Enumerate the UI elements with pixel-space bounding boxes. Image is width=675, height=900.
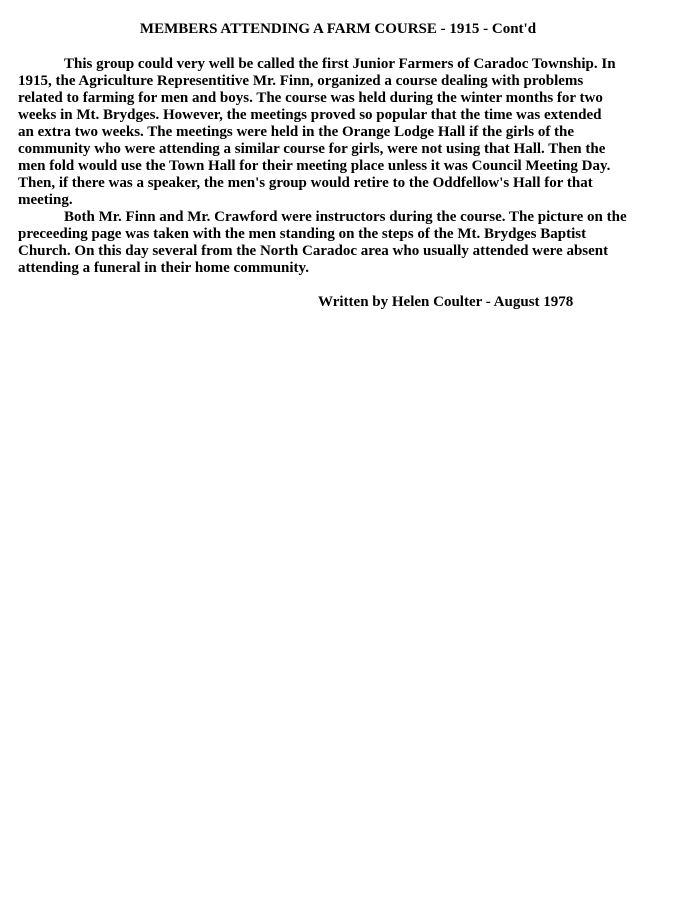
paragraph-1 bbox=[18, 56, 658, 209]
paragraph-line: preceeding page was taken with the men standing on the steps of the Mt. Brydges Baptist bbox=[18, 226, 587, 242]
signature-line: Written by Helen Coulter - August 1978 bbox=[318, 294, 574, 310]
paragraph-line: Church. On this day several from the North Caradoc area who usually attended were absent bbox=[18, 243, 609, 259]
paragraph-line: community who were attending a similar course for girls, were not using that Hall. Then the bbox=[18, 141, 606, 157]
paragraph-2 bbox=[18, 209, 658, 277]
paragraph-line: meeting. bbox=[18, 192, 73, 208]
document-title: MEMBERS ATTENDING A FARM COURSE - 1915 - Cont'd bbox=[139, 21, 537, 37]
paragraph-line: an extra two weeks. The meetings were held in the Orange Lodge Hall if the girls of the bbox=[18, 124, 575, 140]
paragraph-line: weeks in Mt. Brydges. However, the meetings proved so popular that the time was extended bbox=[18, 107, 602, 123]
paragraph-line: Then, if there was a speaker, the men's group would retire to the Oddfellow's Hall for that bbox=[18, 175, 593, 191]
paragraph-line: related to farming for men and boys. The course was held during the winter months for two bbox=[18, 90, 603, 106]
paragraph-line: 1915, the Agriculture Representitive Mr. Finn, organized a course dealing with problems bbox=[18, 73, 584, 89]
paragraph-line: men fold would use the Town Hall for their meeting place unless it was Council Meeting Day. bbox=[18, 158, 611, 174]
paragraph-line: This group could very well be called the first Junior Farmers of Caradoc Township. In bbox=[64, 56, 616, 72]
paragraph-line: attending a funeral in their home community. bbox=[18, 260, 309, 276]
paragraph-line: Both Mr. Finn and Mr. Crawford were instructors during the course. The picture on the bbox=[64, 209, 627, 225]
